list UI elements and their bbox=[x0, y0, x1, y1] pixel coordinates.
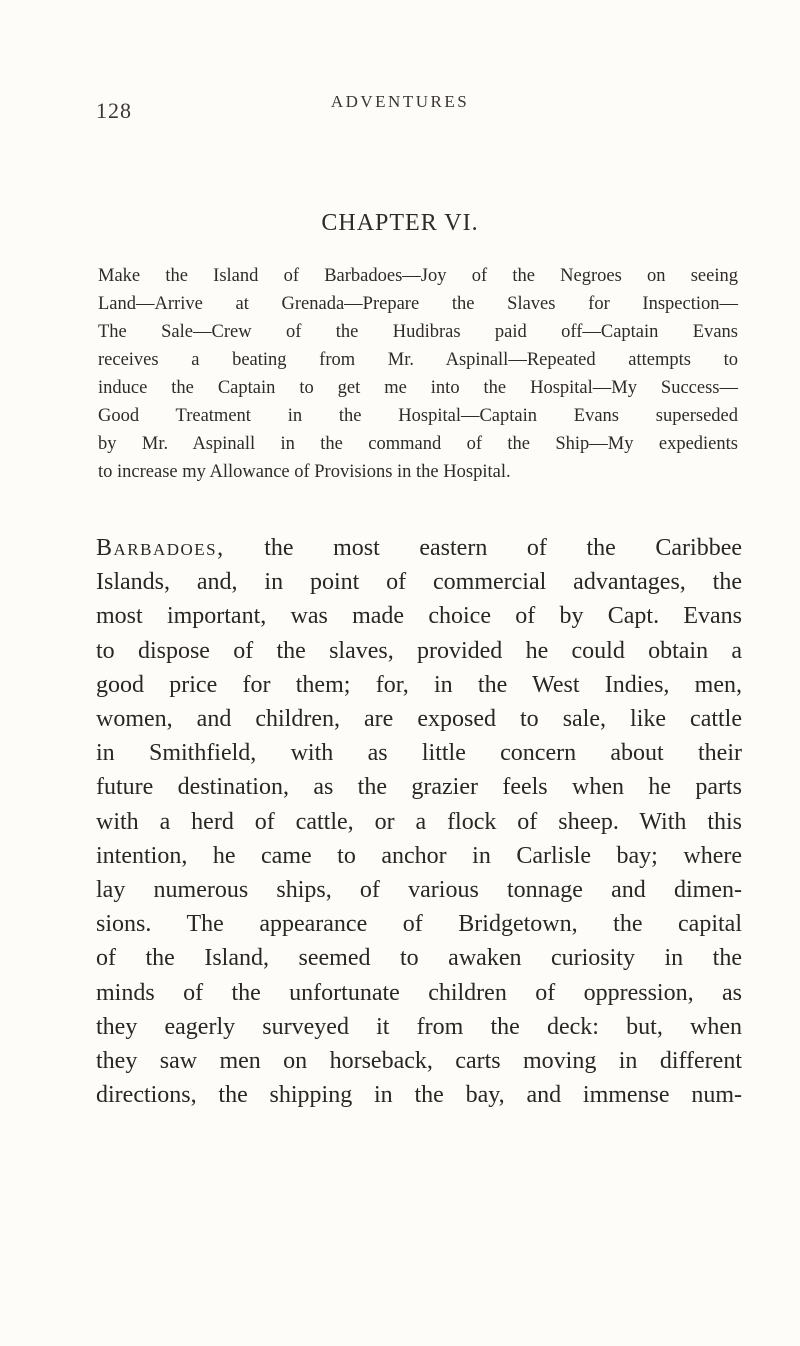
summary-line: Good Treatment in the Hospital—Captain Evans superseded bbox=[98, 406, 738, 426]
body-line: sions. The appearance of Bridgetown, the capital bbox=[96, 911, 742, 938]
body-line bbox=[96, 531, 742, 565]
body-line: they saw men on horseback, carts moving in different bbox=[96, 1048, 742, 1075]
body-line: intention, he came to anchor in Carlisle bay; where bbox=[96, 842, 742, 869]
summary-line: to increase my Allowance of Provisions in the Hospital. bbox=[98, 462, 511, 482]
body-line: with a herd of cattle, or a flock of sheep. With this bbox=[96, 808, 742, 835]
chapter-summary bbox=[98, 262, 738, 486]
body-line: in Smithfield, with as little concern about their bbox=[96, 740, 742, 767]
running-head: ADVENTURES bbox=[330, 92, 470, 111]
body-line: good price for them; for, in the West Indies, men, bbox=[96, 671, 742, 698]
body-line: women, and children, are exposed to sale, like cattle bbox=[96, 706, 742, 733]
body-line: Islands, and, in point of commercial advantages, the bbox=[96, 569, 742, 596]
body-line: of the Island, seemed to awaken curiosity in the bbox=[96, 945, 742, 972]
page-number: 128 bbox=[96, 98, 132, 123]
body-paragraph bbox=[96, 531, 742, 1112]
lead-word: Barbadoes, bbox=[96, 535, 225, 561]
body-line: lay numerous ships, of various tonnage and dimen- bbox=[96, 877, 742, 904]
summary-line: The Sale—Crew of the Hudibras paid off—Captain Evans bbox=[98, 322, 738, 342]
body-line-text: the most eastern of the Caribbee bbox=[224, 535, 742, 561]
body-line: minds of the unfortunate children of oppression, as bbox=[96, 979, 742, 1006]
body-line: future destination, as the grazier feels when he parts bbox=[96, 774, 742, 801]
summary-line: induce the Captain to get me into the Hospital—My Success— bbox=[98, 378, 738, 398]
summary-line: receives a beating from Mr. Aspinall—Repeated attempts to bbox=[98, 350, 738, 370]
summary-line: Land—Arrive at Grenada—Prepare the Slaves for Inspection— bbox=[98, 294, 738, 314]
chapter-title: CHAPTER VI. bbox=[321, 210, 479, 236]
body-line: they eagerly surveyed it from the deck: but, when bbox=[96, 1013, 742, 1040]
summary-line: Make the Island of Barbadoes—Joy of the Negroes on seeing bbox=[98, 266, 738, 286]
summary-line: by Mr. Aspinall in the command of the Ship—My expedients bbox=[98, 434, 738, 454]
body-line: to dispose of the slaves, provided he could obtain a bbox=[96, 637, 742, 664]
body-line: directions, the shipping in the bay, and immense num- bbox=[96, 1082, 742, 1109]
body-line: most important, was made choice of by Capt. Evans bbox=[96, 603, 742, 630]
